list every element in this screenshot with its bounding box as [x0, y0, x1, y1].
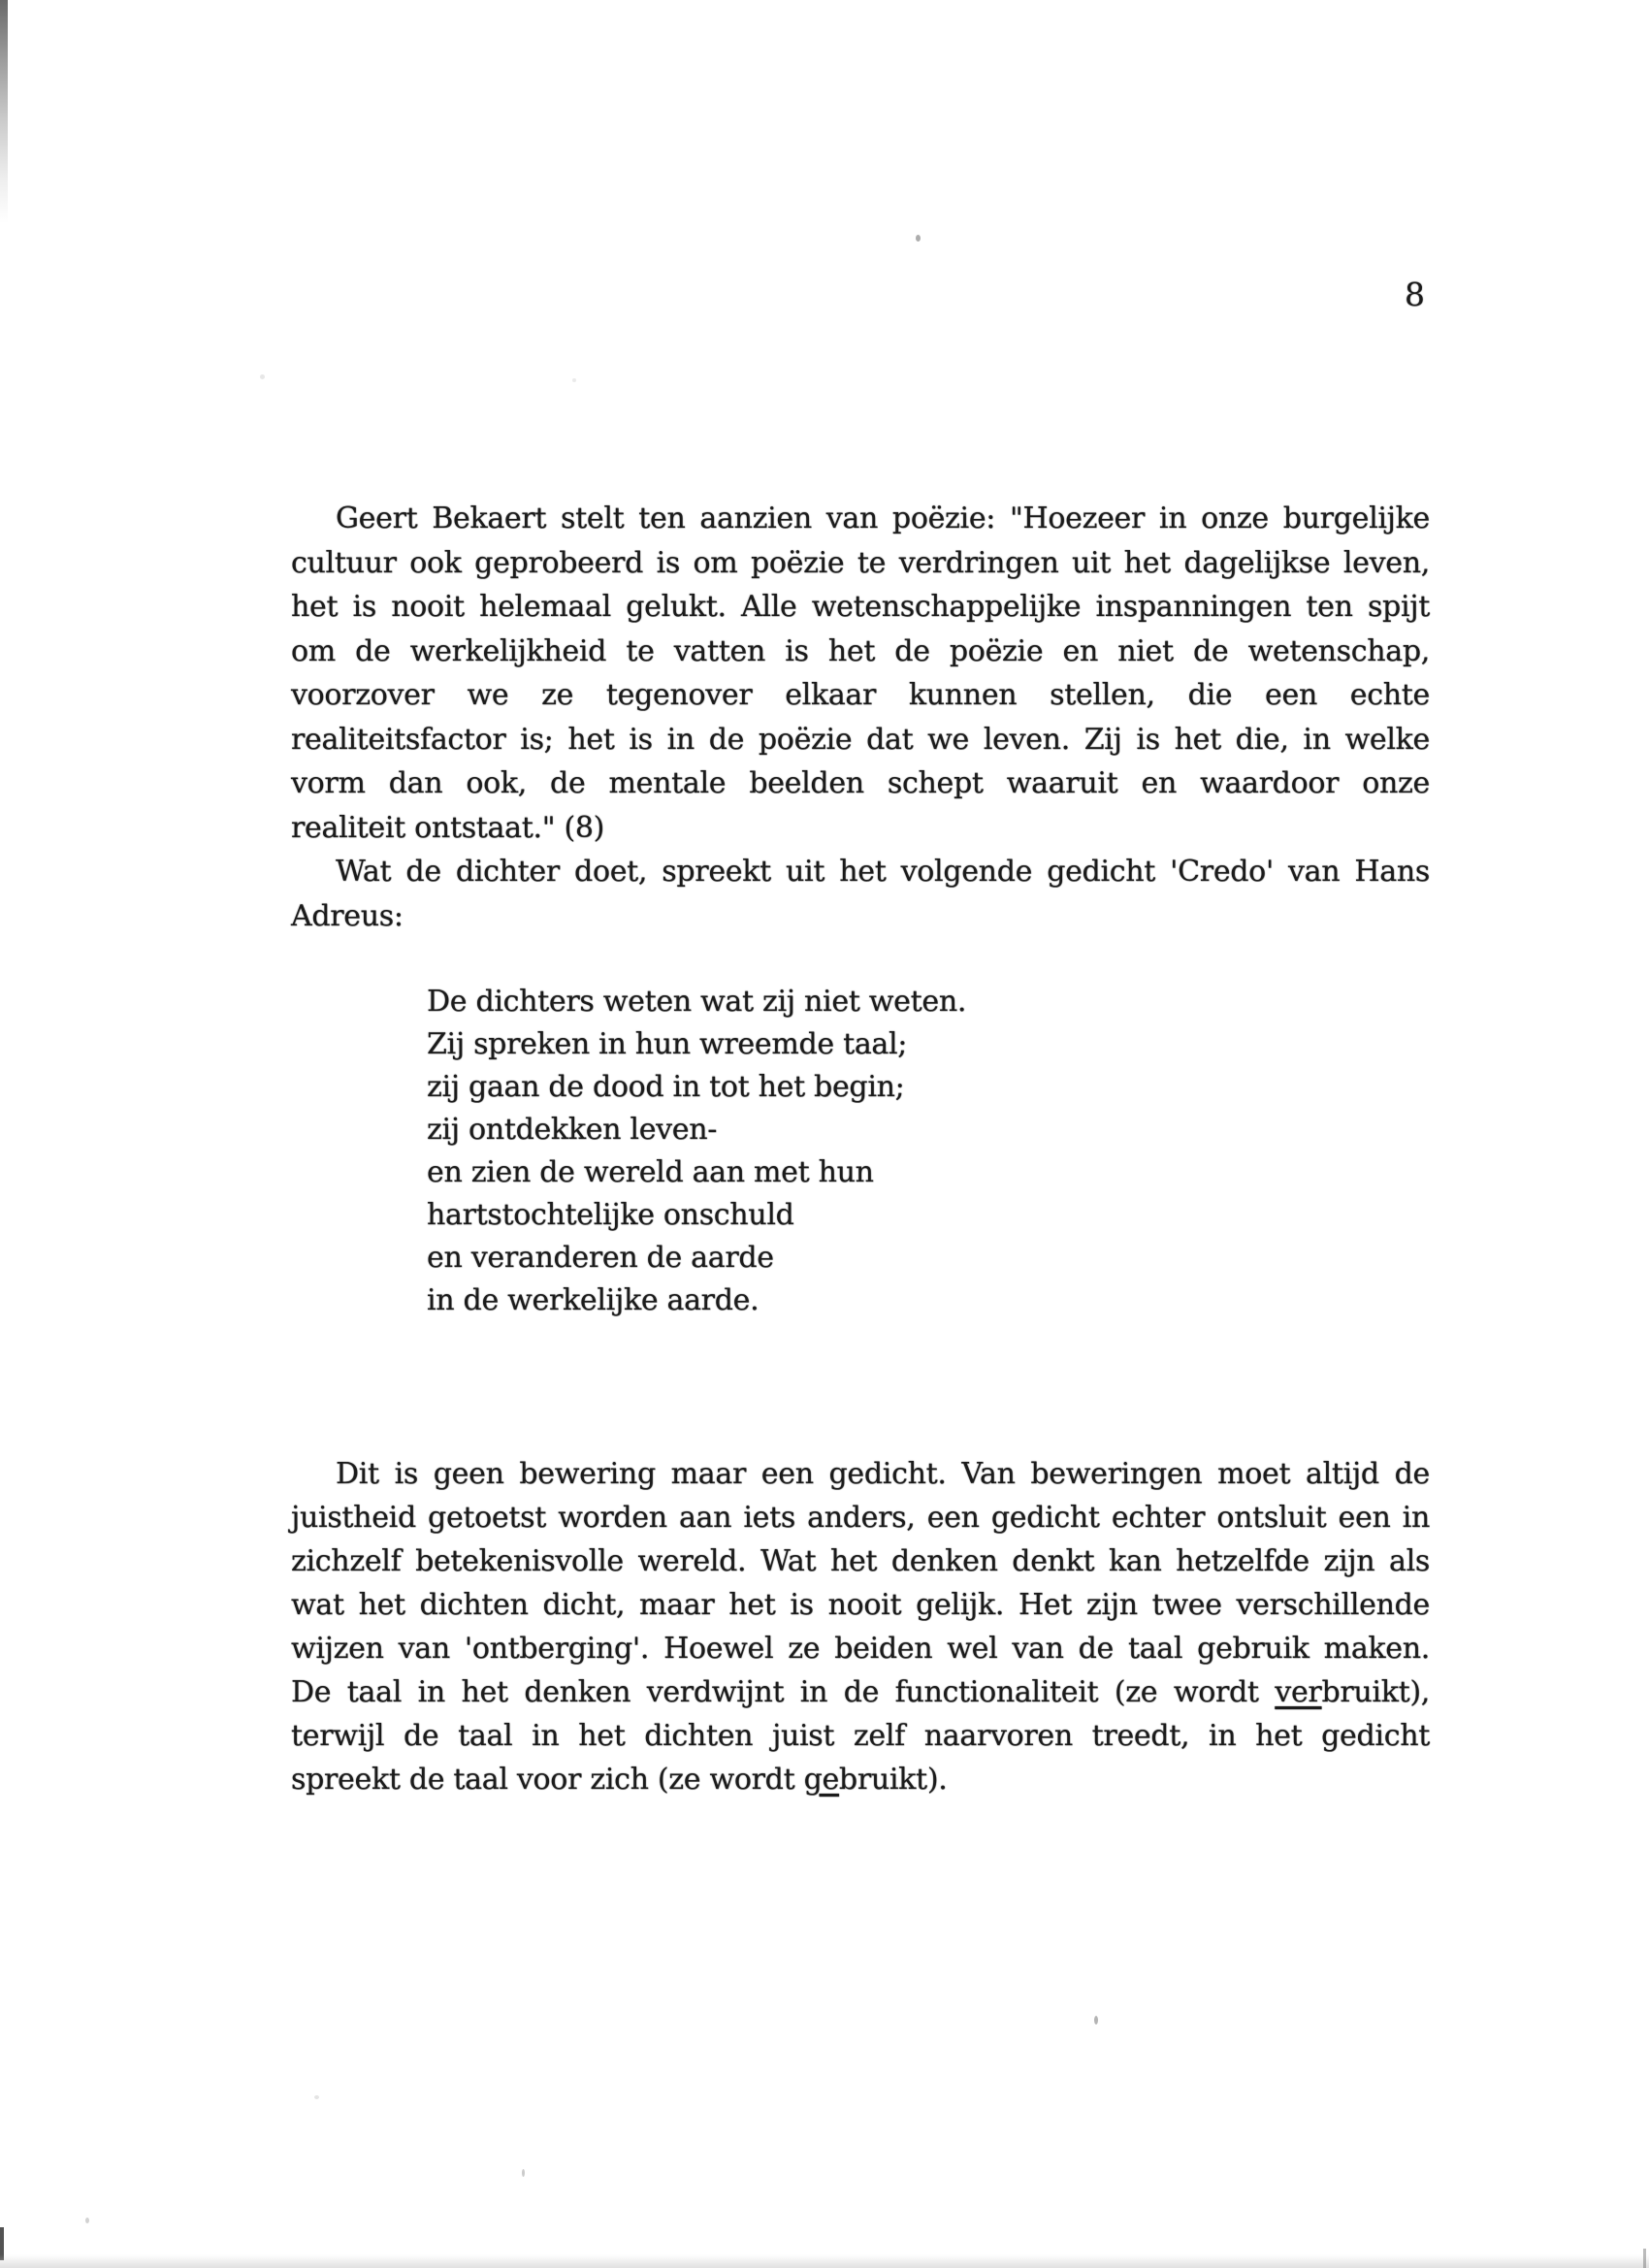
text-line: zichzelf betekenisvolle wereld. Wat het denken denkt kan hetzelfde zijn als — [291, 1544, 1430, 1578]
poem-line: en zien de wereld aan met hun — [427, 1155, 874, 1189]
scan-artifact-left-edge-streak — [0, 0, 8, 223]
scan-artifact-speck — [85, 2218, 89, 2223]
text-segment: De taal in het denken verdwijnt in de functionaliteit (ze wordt — [291, 1675, 1276, 1709]
poem-credo — [427, 981, 1300, 1322]
paragraph-closing — [291, 1452, 1430, 1801]
text-line: om de werkelijkheid te vatten is het de poëzie en niet de wetenschap, — [291, 633, 1430, 668]
text-line: wat het dichten dicht, maar het is nooit gelijk. Het zijn twee verschillende — [291, 1588, 1430, 1622]
poem-line: zij ontdekken leven- — [427, 1113, 718, 1147]
text-line: Dit is geen bewering maar een gedicht. Van beweringen moet altijd de — [336, 1457, 1430, 1491]
text-line: Adreus: — [291, 898, 404, 933]
text-line: het is nooit helemaal gelukt. Alle wetenschappelijke inspanningen ten spijt — [291, 590, 1430, 624]
scan-artifact-speck — [572, 378, 576, 382]
poem-line: hartstochtelijke onschuld — [427, 1198, 794, 1232]
text-line: Wat de dichter doet, spreekt uit het volgende gedicht 'Credo' van Hans — [336, 855, 1430, 889]
scan-artifact-speck — [314, 2095, 319, 2099]
text-line: cultuur ook geprobeerd is om poëzie te verdringen uit het dagelijkse leven, — [291, 545, 1430, 580]
page-number: 8 — [1405, 275, 1425, 313]
text-line: Geert Bekaert stelt ten aanzien van poëzie: "Hoezeer in onze burgelijke — [336, 502, 1430, 535]
underlined-text: ver — [1275, 1675, 1322, 1709]
scan-artifact-speck — [916, 235, 921, 242]
text-line: vorm dan ook, de mentale beelden schept waaruit en waardoor onze — [291, 766, 1430, 800]
scan-artifact-speck — [260, 374, 265, 379]
paragraph-quote — [291, 497, 1430, 938]
poem-line: en veranderen de aarde — [427, 1241, 774, 1275]
text-segment: spreekt de taal voor zich (ze wordt — [291, 1763, 804, 1797]
scan-artifact-bottom-right-tick — [1643, 2249, 1646, 2268]
poem-line: Zij spreken in hun wreemde taal; — [427, 1027, 908, 1061]
text-segment: bruikt). — [838, 1763, 948, 1797]
text-line: realiteitsfactor is; het is in de poëzie dat we leven. Zij is het die, in welke — [291, 722, 1430, 757]
scan-artifact-speck — [522, 2169, 525, 2177]
text-line: terwijl de taal in het dichten juist zelf naarvoren treedt, in het gedicht — [291, 1719, 1430, 1753]
text-line: realiteit ontstaat." (8) — [291, 810, 605, 845]
text-line — [291, 1670, 1430, 1714]
scan-artifact-speck — [1094, 2016, 1098, 2025]
poem-line: in de werkelijke aarde. — [427, 1283, 760, 1317]
text-line: voorzover we ze tegenover elkaar kunnen stellen, die een echte — [291, 678, 1430, 712]
text-line — [291, 1758, 1430, 1801]
text-segment: bruikt), — [1321, 1675, 1430, 1709]
poem-line: zij gaan de dood in tot het begin; — [427, 1070, 905, 1104]
text-line: wijzen van 'ontberging'. Hoewel ze beiden wel van de taal gebruik maken. — [291, 1632, 1430, 1666]
underlined-text: ge — [803, 1763, 839, 1797]
text-line: juistheid getoetst worden aan iets anders, een gedicht echter ontsluit een in — [291, 1501, 1430, 1535]
poem-line: De dichters weten wat zij niet weten. — [427, 985, 967, 1019]
scan-artifact-bottom-band — [0, 2254, 1649, 2268]
scan-artifact-bottom-left-tick — [0, 2227, 4, 2260]
